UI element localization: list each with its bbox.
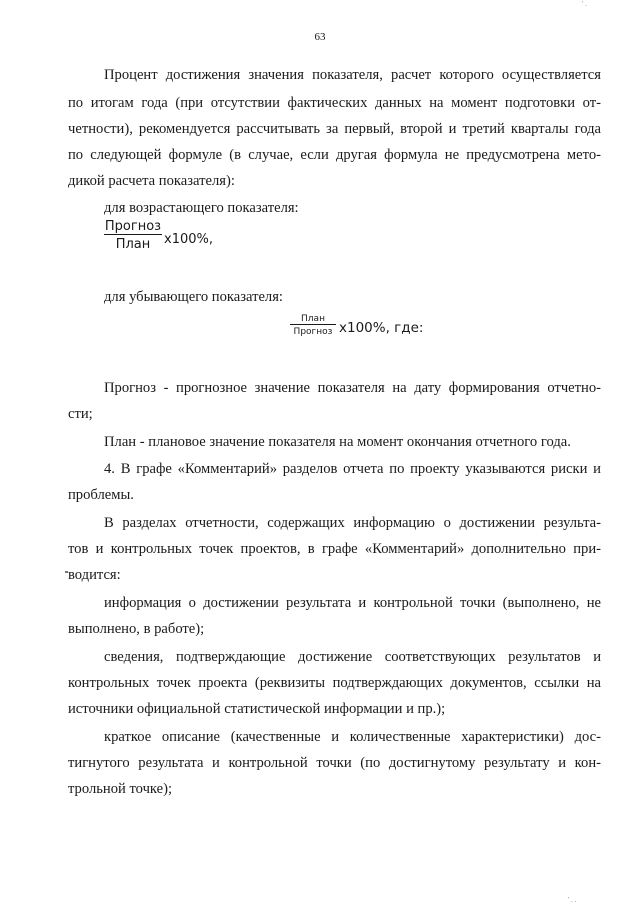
text-line: проблемы. (68, 487, 134, 503)
increasing-label: для возрастающего показателя: (104, 200, 299, 216)
text-line: контрольных точек проекта (реквизиты подтверждающих документов, ссылки на (68, 675, 601, 691)
text-line: источники официальной статистической информации и пр.); (68, 701, 446, 717)
text-line: 4. В графе «Комментарий» разделов отчета по проекту указываются риски и (104, 461, 601, 477)
plan-definition: План - плановое значение показателя на момент окончания отчетного года. (104, 434, 571, 450)
increasing-formula-fraction (104, 219, 162, 252)
text-line: краткое описание (качественные и количественные характеристики) дос- (104, 729, 601, 745)
text-line: дикой расчета показателя): (68, 173, 235, 189)
text-line: водится: (68, 567, 121, 583)
text-line: тигнутого результата и контрольной точки (по достигнутому результату и кон- (68, 755, 601, 771)
text-line: Процент достижения значения показателя, расчет которого осуществляется (104, 67, 601, 83)
page-number: 63 (314, 31, 326, 43)
fraction-denominator: Прогноз (293, 327, 333, 337)
text-line: по итогам года (при отсутствии фактических данных на момент подготовки от- (68, 95, 601, 111)
text-line: сведения, подтверждающие достижение соответствующих результатов и (104, 649, 601, 665)
increasing-multiplier: x100%, (164, 232, 213, 247)
text-line: по следующей формуле (в случае, если другая формула не предусмотрена мето- (68, 147, 601, 163)
text-line: сти; (68, 406, 93, 422)
text-line: В разделах отчетности, содержащих информацию о достижении результа- (104, 515, 601, 531)
text-line: выполнено, в работе); (68, 621, 205, 637)
decreasing-formula-fraction (290, 314, 336, 337)
decreasing-multiplier: x100%, где: (339, 320, 424, 336)
fraction-numerator: Прогноз (104, 219, 162, 234)
scan-corner-mark-bottom: ' . . (568, 896, 577, 904)
text-line: информация о достижении результата и контрольной точки (выполнено, не (104, 595, 601, 611)
text-line: четности), рекомендуется рассчитывать за первый, второй и третий кварталы года (68, 121, 601, 137)
text-line: Прогноз - прогнозное значение показателя на дату формирования отчетно- (104, 380, 601, 396)
fraction-denominator: План (115, 237, 151, 252)
decreasing-label: для убывающего показателя: (104, 289, 283, 305)
fraction-numerator: План (301, 314, 325, 324)
text-line: тов и контрольных точек проектов, в графе «Комментарий» дополнительно при- (68, 541, 601, 557)
text-line: трольной точке); (68, 781, 173, 797)
scan-corner-mark-top: ' . (582, 0, 587, 8)
